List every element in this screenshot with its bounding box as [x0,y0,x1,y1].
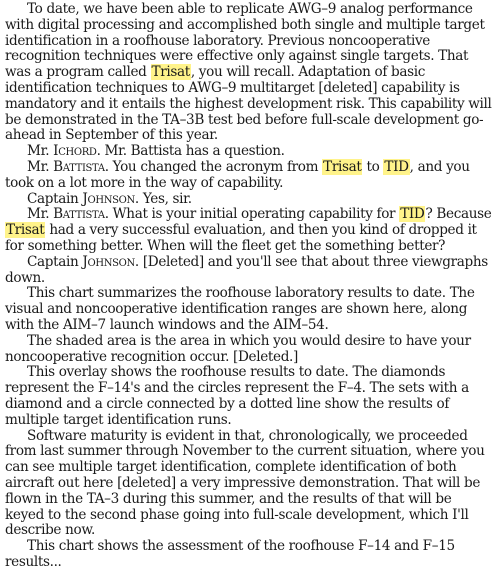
paragraph [5,539,494,571]
text-run: To date, we have been able to replicate AWG–9 analog performance with digital processing and accomplished both single and multiple target identification in a roofhouse laboratory. Previous noncooperative recognition techniques were effective only against single targets. That was a program called [5,1,485,81]
speaker-name: Johnson [82,190,135,207]
text-run: Software maturity is evident in that, chronologically, we proceeded from last summer through November to the current situation, where you can see multiple target identification, complete identification of both aircraft out here [deleted] a very impressive demonstration. That will be flown in the TA–3 during this summer, and the results of that will be keyed to the second phase going into full-scale development, which I'll describe now. [5,427,485,539]
paragraph [5,255,494,287]
text-run: . What is your initial operating capability for [104,206,400,223]
highlighted-term: TID [400,206,425,223]
paragraph [5,286,494,333]
highlighted-term: TID [384,158,409,175]
text-run: had a very successful evaluation, and then you kind of dropped it for something better. When will the fleet get the something better? [5,222,477,254]
paragraph [5,2,494,144]
paragraph [5,429,494,540]
speaker-name: Johnson [82,253,135,270]
paragraph [5,144,494,160]
highlighted-term: Trisat [6,222,45,239]
paragraph [5,160,494,192]
text-run: Mr. [27,143,54,160]
text-run: This chart summarizes the roofhouse laboratory results to date. The visual and noncooperative identification ranges are shown here, along with the AIM–7 launch windows and the AIM–54. [5,285,475,333]
text-run: , you will recall. Adaptation of basic identification techniques to AWG–9 multitarget [deleted] capability is mandatory and it entails the highest development risk. This capability will be demonstrated in the TA–3B test bed before full-scale development go-ahead in September of this year. [5,64,492,144]
text-run: Captain [27,253,83,270]
text-run: The shaded area is the area in which you would desire to have your noncooperative recognition occur. [Deleted.] [5,332,471,365]
text-run: . Yes, sir. [134,190,192,207]
text-run: This overlay shows the roofhouse results to date. The diamonds represent the F–14's and the circles represent the F–4. The sets with a diamond and a circle connected by a dotted line show the results of multiple target identification runs. [5,364,469,428]
speaker-name: Ichord [53,143,97,160]
text-run: . [Deleted] and you'll see that about three viewgraphs down. [5,253,488,286]
text-run: to [362,158,384,175]
speaker-name: Battista [53,158,105,175]
text-run: Mr. [27,206,54,223]
text-run: Captain [27,190,83,207]
paragraph [5,365,494,428]
highlighted-term: Trisat [323,158,362,175]
text-run: This chart shows the assessment of the roofhouse F–14 and F–15 results... [5,538,455,570]
text-run: . You changed the acronym from [104,158,323,175]
text-run: ? Because [425,206,492,223]
paragraph [5,334,494,366]
paragraph [5,192,494,208]
text-run: , and you took on a lot more in the way of capability. [5,158,470,191]
highlighted-term: Trisat [151,64,190,81]
paragraph [5,207,494,254]
text-run: . Mr. Battista has a question. [96,143,285,160]
speaker-name: Battista [53,206,105,223]
text-run: Mr. [27,158,54,175]
